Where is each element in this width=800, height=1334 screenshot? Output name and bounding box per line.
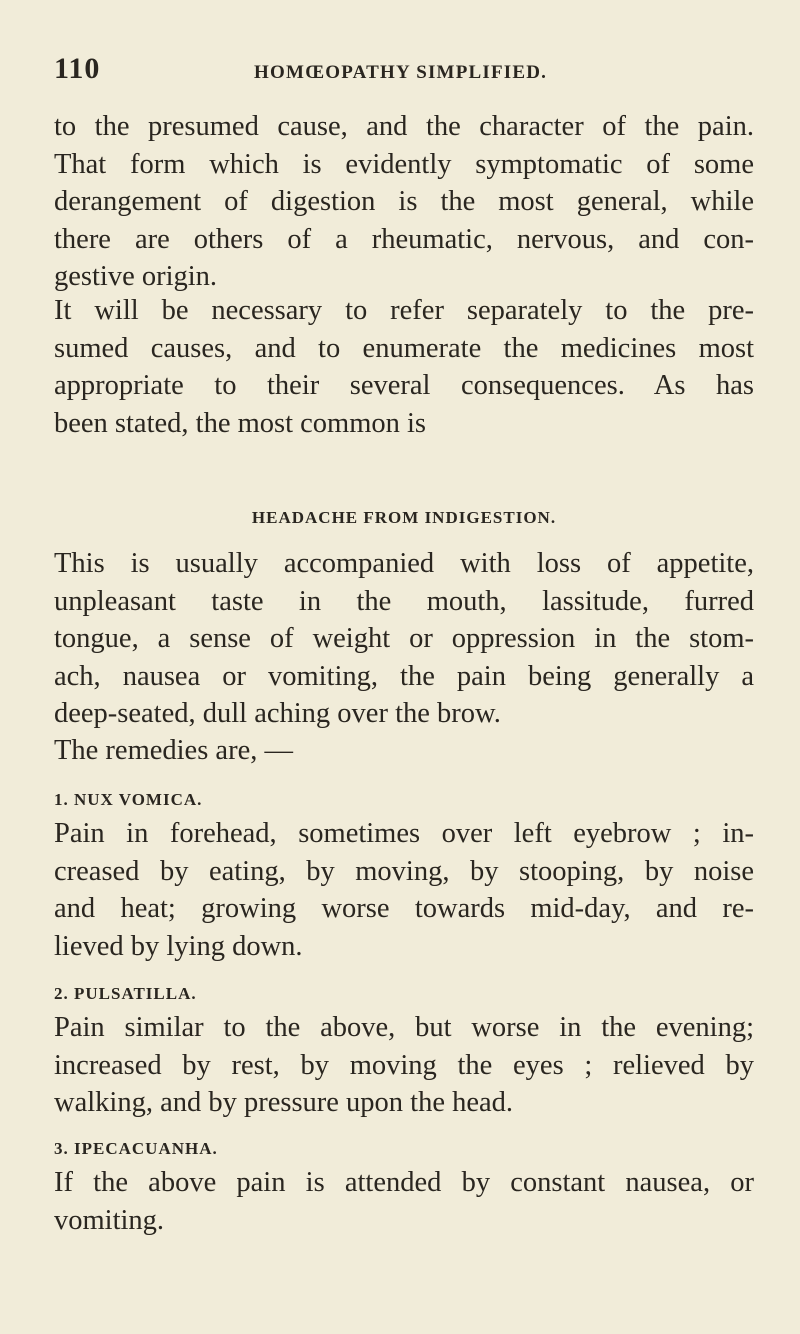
paragraph-4 — [54, 732, 754, 770]
text-line: That form which is evidently symptomatic of some — [54, 148, 754, 180]
text-line: been stated, the most common is — [54, 407, 427, 439]
text-line: Pain in forehead, sometimes over left eyebrow ; in- — [54, 818, 754, 849]
remedy-description — [54, 1009, 754, 1122]
text-line: there are others of a rheumatic, nervous, and con- — [54, 223, 754, 255]
page-header — [54, 52, 746, 88]
text-line: and heat; growing worse towards mid-day, and re- — [54, 893, 754, 924]
text-line: increased by rest, by moving the eyes ; relieved by — [54, 1049, 754, 1081]
text-line: to the presumed cause, and the character of the pain. — [54, 111, 754, 142]
paragraph-2 — [54, 292, 754, 442]
text-line: If the above pain is attended by constant nausea, or — [54, 1167, 754, 1198]
remedy-heading: 2. PULSATILLA. — [54, 984, 197, 1003]
text-line: Pain similar to the above, but worse in the evening; — [54, 1012, 754, 1043]
text-line: lieved by lying down. — [54, 930, 303, 962]
text-line: derangement of digestion is the most general, while — [54, 186, 754, 217]
section-heading: HEADACHE FROM INDIGESTION. — [251, 508, 557, 527]
paragraph-1 — [54, 108, 754, 296]
remedy-description — [54, 1164, 754, 1239]
text-line: It will be necessary to refer separately to the pre- — [54, 295, 754, 326]
text-line: appropriate to their several consequences. As has — [54, 370, 754, 401]
text-line: deep-seated, dull aching over the brow. — [54, 698, 501, 729]
text-line: creased by eating, by moving, by stooping, by noise — [54, 855, 754, 887]
paragraph-3 — [54, 545, 754, 733]
text-line: gestive origin. — [54, 261, 218, 292]
text-line: unpleasant taste in the mouth, lassitude, furred — [54, 585, 754, 617]
remedy-heading: 1. NUX VOMICA. — [54, 790, 203, 809]
remedy-description — [54, 815, 754, 965]
text-line: ach, nausea or vomiting, the pain being generally a — [54, 660, 754, 692]
text-line: This is usually accompanied with loss of appetite, — [54, 548, 754, 579]
text-line: walking, and by pressure upon the head. — [54, 1087, 514, 1118]
remedy-heading: 3. IPECACUANHA. — [54, 1139, 218, 1158]
running-head: HOMŒOPATHY SIMPLIFIED. — [254, 62, 548, 83]
text-line: vomiting. — [54, 1204, 165, 1236]
page-number: 110 — [54, 52, 101, 85]
text-line: The remedies are, — — [54, 735, 293, 766]
text-line: sumed causes, and to enumerate the medicines most — [54, 332, 754, 364]
text-line: tongue, a sense of weight or oppression in the stom- — [54, 623, 754, 654]
